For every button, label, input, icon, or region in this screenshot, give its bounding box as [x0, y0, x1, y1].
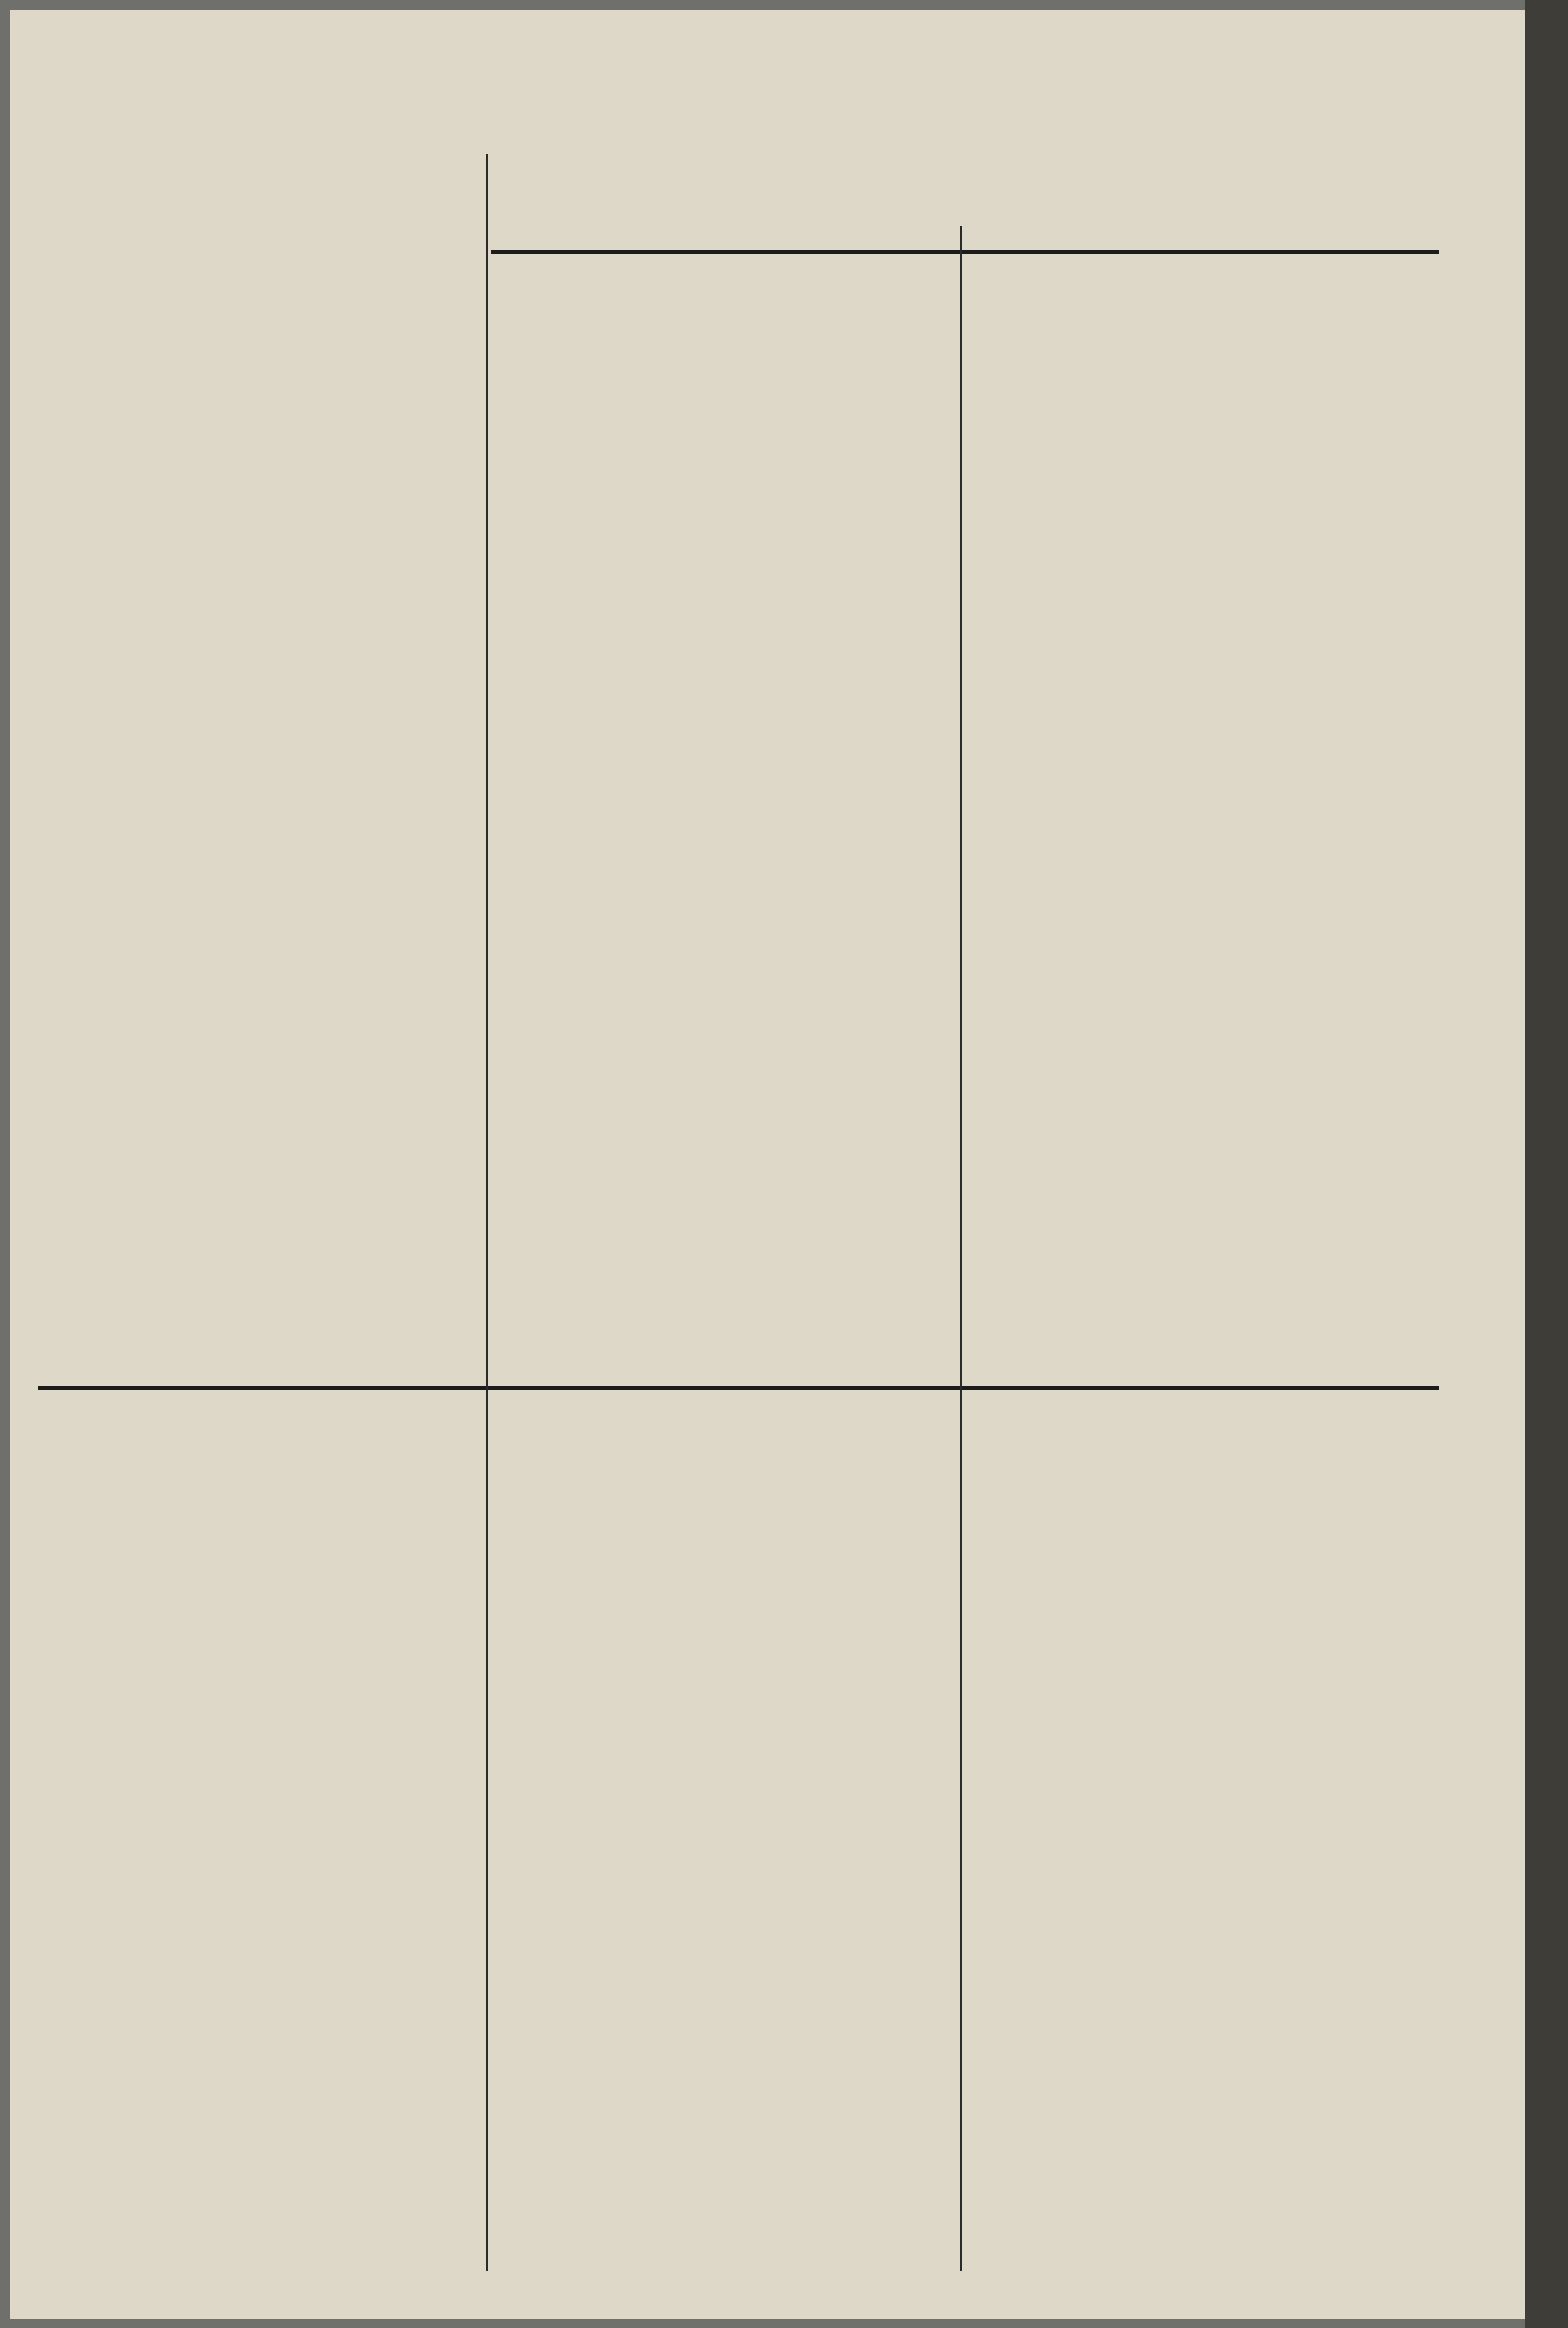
article [972, 635, 1434, 647]
newspaper-page [10, 10, 1525, 2319]
article [500, 683, 948, 695]
article [43, 808, 476, 820]
article [500, 1405, 948, 1417]
article [500, 260, 948, 271]
column-divider [486, 154, 488, 2271]
binding-edge [1525, 0, 1568, 2328]
article [43, 1405, 476, 1417]
article [972, 260, 1434, 271]
column-divider [960, 226, 962, 2271]
article [972, 1405, 1434, 1417]
column-divider [38, 1386, 1439, 1390]
column-divider [491, 250, 1439, 254]
article [43, 433, 476, 445]
article [43, 164, 476, 175]
article [500, 1790, 948, 1802]
article [500, 1030, 1415, 1041]
